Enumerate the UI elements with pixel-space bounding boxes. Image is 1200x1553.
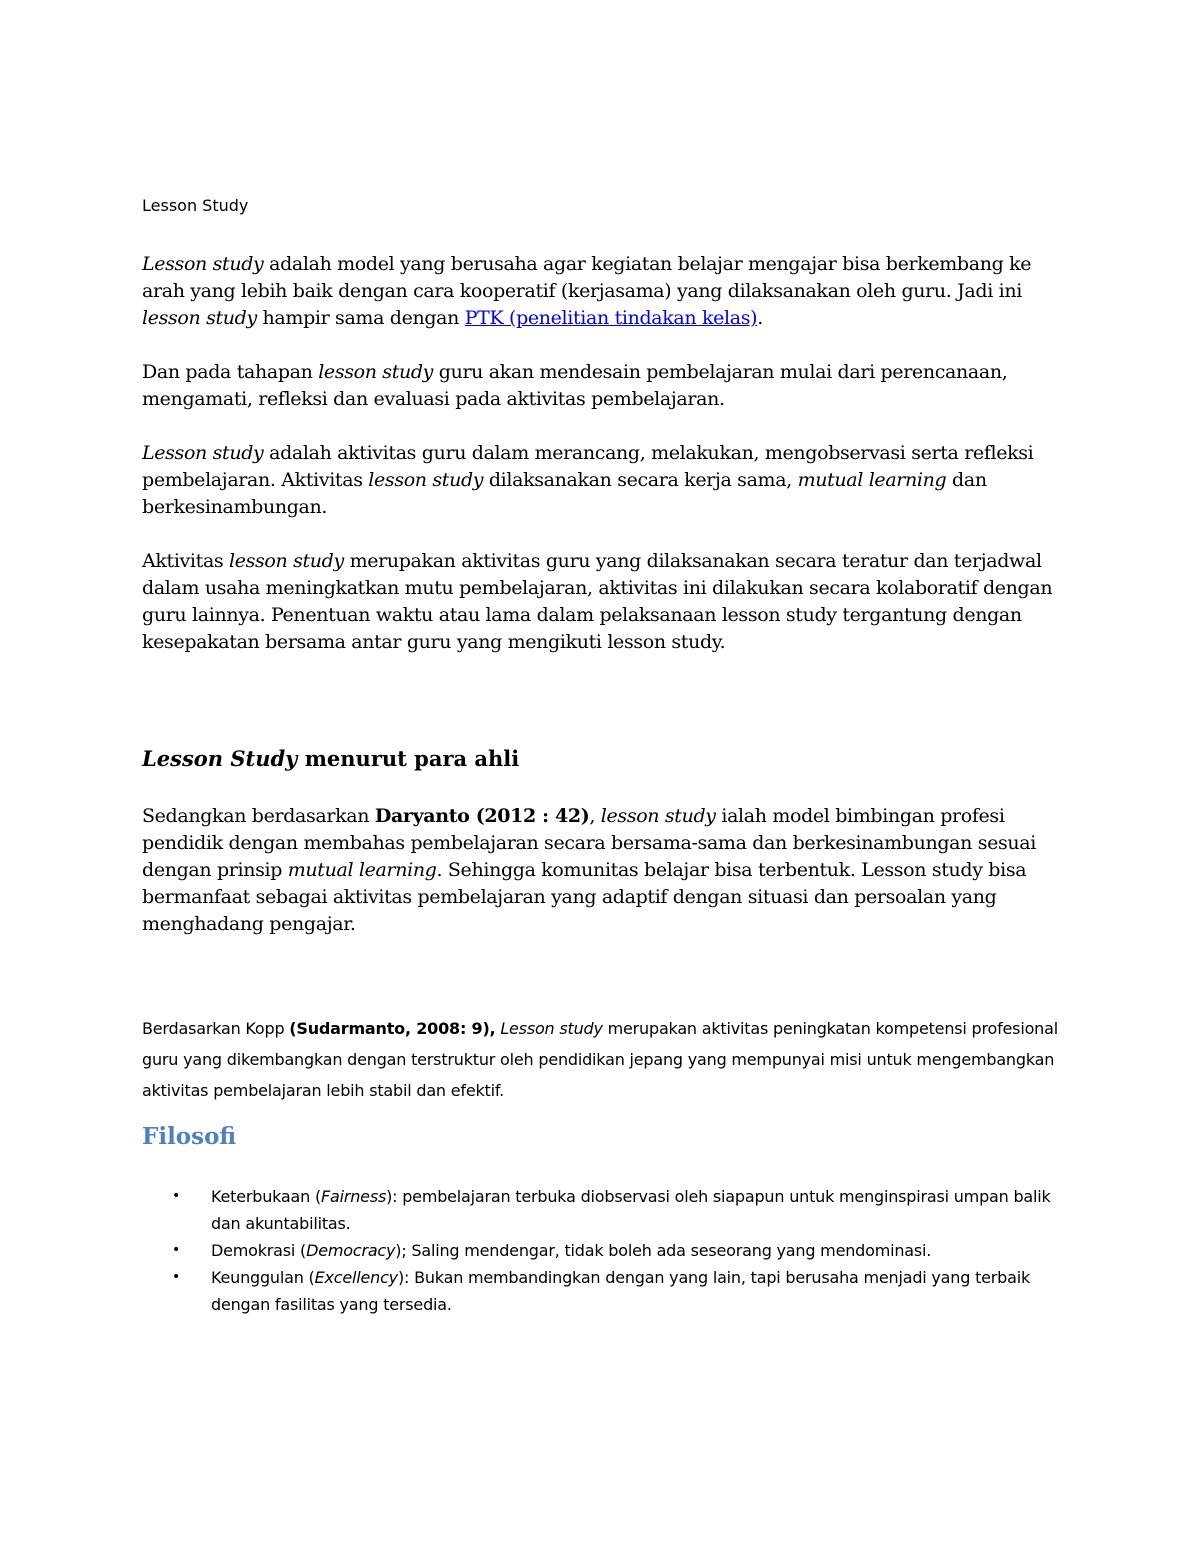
- emphasis: lesson study: [142, 307, 257, 329]
- text-run: Aktivitas: [142, 550, 230, 572]
- heading-filosofi: Filosofi: [142, 1123, 237, 1150]
- text-run: dan berkesinambungan.: [142, 469, 987, 518]
- list-item: [172, 1237, 1072, 1264]
- paragraph-stages: [142, 359, 1072, 413]
- emphasis: Lesson study: [142, 442, 264, 464]
- philosophy-list: [172, 1183, 1072, 1318]
- text-run: .: [757, 307, 763, 329]
- emphasis: lesson study: [600, 805, 716, 827]
- emphasis: lesson study: [229, 550, 344, 572]
- text-run: adalah aktivitas guru dalam merancang, melakukan, mengobservasi serta refleksi pembelajaran. Aktivitas: [142, 442, 1034, 491]
- text-run: menurut para ahli: [297, 746, 520, 771]
- citation: Daryanto (2012 : 42): [374, 805, 590, 827]
- bullet-icon: •: [172, 1269, 181, 1285]
- emphasis: mutual learning: [797, 469, 947, 491]
- text-run: Dan pada tahapan: [142, 361, 319, 383]
- document-title: Lesson Study: [142, 196, 249, 215]
- text-run: Keunggulan (: [211, 1268, 315, 1287]
- text-run: ): pembelajaran terbuka diobservasi oleh siapapun untuk menginspirasi umpan balik dan akuntabilitas.: [211, 1187, 1051, 1233]
- paragraph-definition: [142, 251, 1072, 332]
- text-run: hampir sama dengan: [256, 307, 465, 329]
- paragraph-schedule: [142, 548, 1072, 656]
- text-run: . Sehingga komunitas belajar bisa terbentuk. Lesson study bisa bermanfaat sebagai aktivitas pembelajaran yang adaptif dengan situasi dan persoalan yang menghadang pengajar.: [142, 859, 1027, 935]
- text-run: Demokrasi (: [211, 1241, 307, 1260]
- text-run: Berdasarkan Kopp: [142, 1019, 290, 1038]
- list-item: [172, 1183, 1072, 1237]
- ptk-link[interactable]: PTK (penelitian tindakan kelas): [464, 307, 758, 329]
- heading-experts: [142, 744, 1072, 774]
- text-run: merupakan aktivitas peningkatan kompetensi profesional guru yang dikembangkan dengan terstruktur oleh pendidikan jepang yang mempunyai misi untuk mengembangkan aktivitas pembelajaran lebih stabil dan efektif.: [142, 1019, 1058, 1100]
- emphasis: lesson study: [318, 361, 434, 383]
- paragraph-daryanto: [142, 803, 1072, 938]
- text-run: guru akan mendesain pembelajaran mulai dari perencanaan, mengamati, refleksi dan evaluasi pada aktivitas pembelajaran.: [142, 361, 1008, 410]
- emphasis: Democracy: [306, 1241, 396, 1260]
- text-run: merupakan aktivitas guru yang dilaksanakan secara teratur dan terjadwal dalam usaha meningkatkan mutu pembelajaran, aktivitas ini dilakukan secara kolaboratif dengan guru lainnya. Penentuan waktu atau lama dalam pelaksanaan lesson study tergantung dengan kesepakatan bersama antar guru yang mengikuti lesson study.: [142, 550, 1053, 653]
- bullet-icon: •: [172, 1188, 181, 1204]
- emphasis: mutual learning: [287, 859, 437, 881]
- emphasis: Excellency: [314, 1268, 398, 1287]
- paragraph-activities: [142, 440, 1072, 521]
- citation: (Sudarmanto, 2008: 9),: [289, 1019, 496, 1038]
- emphasis: Lesson study: [500, 1019, 603, 1038]
- text-run: ,: [589, 805, 601, 827]
- emphasis: lesson study: [368, 469, 484, 491]
- text-run: ): Bukan membandingkan dengan yang lain, tapi berusaha menjadi yang terbaik dengan fasilitas yang tersedia.: [211, 1268, 1031, 1314]
- emphasis: Fairness: [321, 1187, 387, 1206]
- text-run: dilaksanakan secara kerja sama,: [483, 469, 798, 491]
- text-run: Keterbukaan (: [211, 1187, 321, 1206]
- text-run: ); Saling mendengar, tidak boleh ada seseorang yang mendominasi.: [395, 1241, 932, 1260]
- bullet-icon: •: [172, 1242, 181, 1258]
- text-run: adalah model yang berusaha agar kegiatan belajar mengajar bisa berkembang ke arah yang lebih baik dengan cara kooperatif (kerjasama) yang dilaksanakan oleh guru. Jadi ini: [142, 253, 1032, 302]
- text-run: Sedangkan berdasarkan: [142, 805, 375, 827]
- emphasis: Lesson study: [142, 253, 264, 275]
- text-run: ialah model bimbingan profesi pendidik dengan membahas pembelajaran secara bersama-sama dan berkesinambungan sesuai dengan prinsip: [142, 805, 1037, 881]
- emphasis: Lesson Study: [142, 746, 298, 771]
- list-item: [172, 1264, 1072, 1318]
- paragraph-kopp: [142, 1013, 1072, 1106]
